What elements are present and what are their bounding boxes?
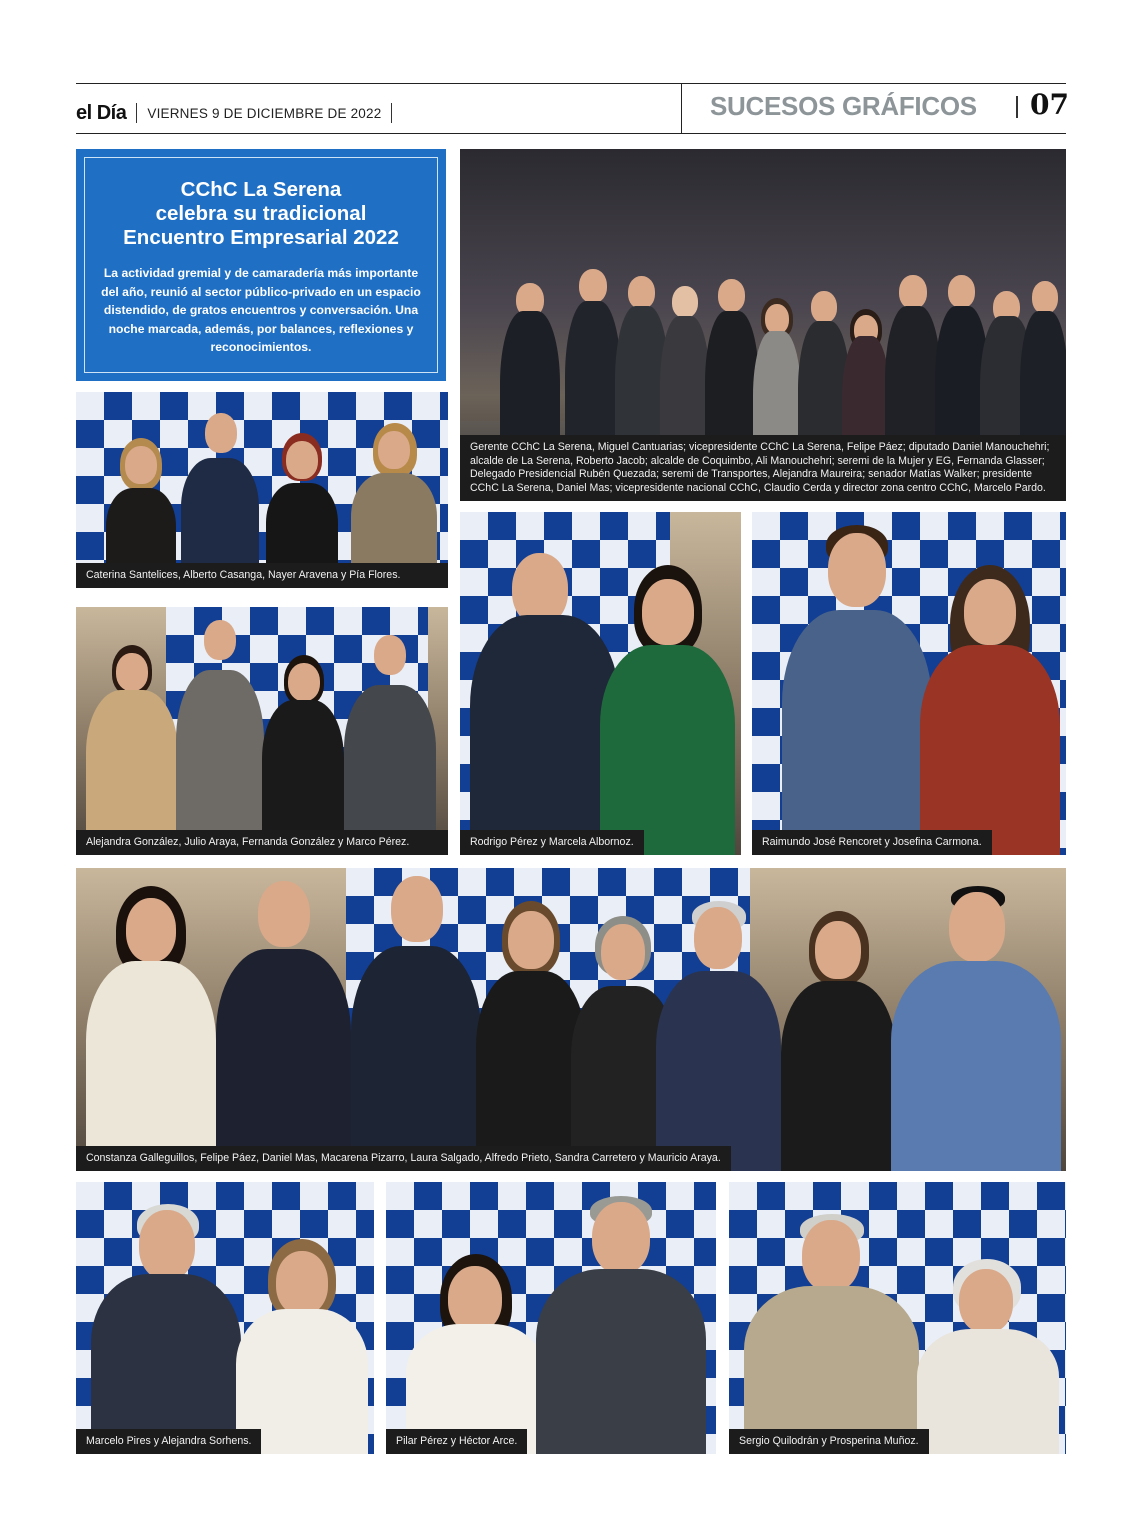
photo-caption: Alejandra González, Julio Araya, Fernanda González y Marco Pérez. xyxy=(76,830,448,855)
person xyxy=(262,645,344,855)
intro-frame xyxy=(84,157,438,373)
person xyxy=(744,1214,919,1454)
title-line: Encuentro Empresarial 2022 xyxy=(123,226,399,249)
header-bottom-rule xyxy=(76,133,1066,134)
person xyxy=(536,1196,706,1454)
photo-rodrigo xyxy=(460,512,741,855)
section-separator xyxy=(1016,96,1018,118)
person xyxy=(176,620,264,855)
person xyxy=(781,911,896,1171)
masthead xyxy=(76,98,402,128)
person xyxy=(216,881,351,1171)
person xyxy=(86,635,178,855)
title-line: CChC La Serena xyxy=(180,178,342,201)
photo-group-main xyxy=(460,149,1066,501)
person xyxy=(470,545,620,855)
title-line: celebra su tradicional xyxy=(155,202,367,225)
photo-caption: Rodrigo Pérez y Marcela Albornoz. xyxy=(460,830,644,855)
intro-box xyxy=(76,149,446,381)
person xyxy=(406,1254,546,1454)
person xyxy=(782,525,932,855)
photo-wide xyxy=(76,868,1066,1171)
photo-gonzalez xyxy=(76,607,448,855)
photo-pires xyxy=(76,1182,374,1454)
photo-caption: Sergio Quilodrán y Prosperina Muñoz. xyxy=(729,1429,929,1454)
photo-santelices xyxy=(76,392,448,588)
photo-caption: Pilar Pérez y Héctor Arce. xyxy=(386,1429,527,1454)
person xyxy=(236,1239,368,1454)
issue-date: VIERNES 9 DE DICIEMBRE DE 2022 xyxy=(147,105,382,121)
person xyxy=(344,635,436,855)
person xyxy=(891,886,1061,1171)
article-title xyxy=(99,178,423,250)
article-lead: La actividad gremial y de camaradería más importante del año, reunió al sector público-privado en un espacio distendido, de gratos encuentros y conversación. Una noche marcada, además, por balances, reflexiones y reconocimientos. xyxy=(101,266,421,354)
photo-caption: Marcelo Pires y Alejandra Sorhens. xyxy=(76,1429,261,1454)
person xyxy=(917,1259,1059,1454)
photo-pilar xyxy=(386,1182,716,1454)
newspaper-logo: el Día xyxy=(76,101,127,124)
person xyxy=(600,565,735,855)
section-title: SUCESOS GRÁFICOS xyxy=(710,91,977,121)
person xyxy=(91,1204,241,1454)
person xyxy=(86,886,216,1171)
header-separator xyxy=(391,103,392,123)
photo-caption: Raimundo José Rencoret y Josefina Carmona. xyxy=(752,830,992,855)
header-separator xyxy=(136,103,137,123)
page-number: 07 xyxy=(1030,88,1069,121)
photo-caption: Caterina Santelices, Alberto Casanga, Nayer Aravena y Pía Flores. xyxy=(76,563,448,588)
person xyxy=(656,901,781,1171)
photo-caption: Gerente CChC La Serena, Miguel Cantuarias; vicepresidente CChC La Serena, Felipe Páez; diputado Daniel Manouchehri; alcalde de La Serena, Roberto Jacob; alcalde de Coquimbo, Ali Manouchehri; seremi de la Mujer y EG, Fernanda Glasser; Delegado Presidencial Rubén Quezada; seremi de Transportes, Alejandra Maureira; senador Matías Walker; presidente CChC La Serena, Daniel Mas; vicepresidente nacional CChC, Claudio Cerda y director zona centro CChC, Marcelo Pardo. xyxy=(460,435,1066,501)
photo-caption: Constanza Galleguillos, Felipe Páez, Daniel Mas, Macarena Pizarro, Laura Salgado, Alfredo Prieto, Sandra Carretero y Mauricio Araya. xyxy=(76,1146,731,1171)
photo-raimundo xyxy=(752,512,1066,855)
person xyxy=(920,565,1060,855)
photo-sergio xyxy=(729,1182,1066,1454)
person xyxy=(476,901,586,1171)
person xyxy=(351,876,481,1171)
